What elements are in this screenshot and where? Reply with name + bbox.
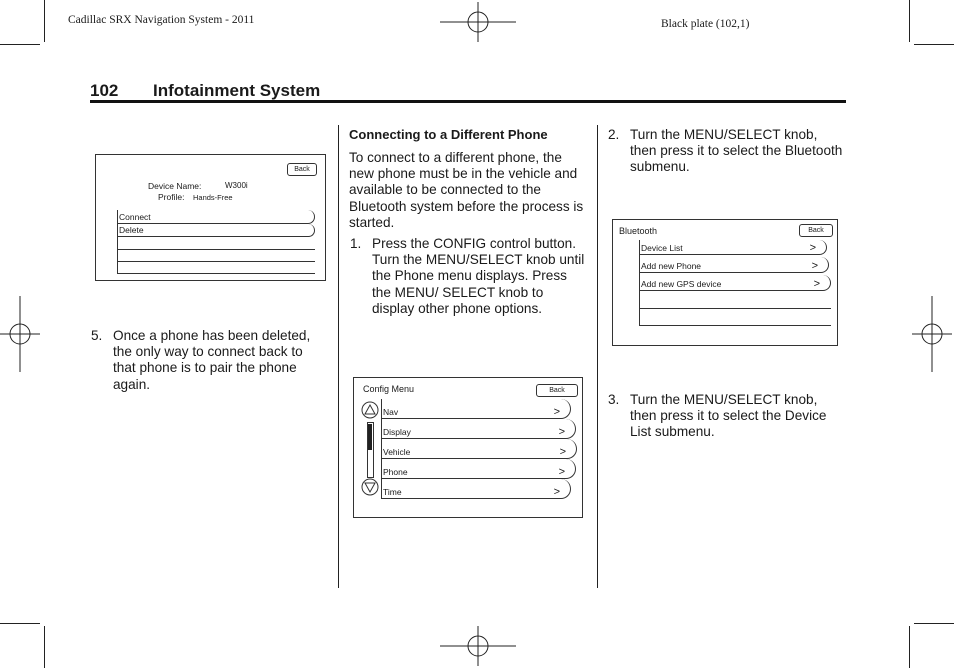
empty-menu-row <box>639 308 831 326</box>
chevron-right-icon: > <box>811 260 818 272</box>
device-name-label: Device Name: <box>148 181 202 191</box>
crop-mark <box>914 44 954 45</box>
crop-mark <box>44 626 45 668</box>
back-button[interactable]: Back <box>536 384 578 397</box>
menu-item-label: Add new GPS device <box>641 279 722 289</box>
connect-label: Connect <box>119 212 151 222</box>
registration-mark-left <box>0 296 40 372</box>
registration-mark-right <box>912 296 952 372</box>
phone-menu-item[interactable] <box>381 459 576 479</box>
display-menu-item[interactable] <box>381 419 576 439</box>
menu-item-label: Add new Phone <box>641 261 702 271</box>
section-title: Infotainment System <box>153 81 321 100</box>
back-button[interactable]: Back <box>799 224 833 237</box>
connect-menu-item[interactable] <box>117 210 315 224</box>
chevron-right-icon: > <box>558 466 565 478</box>
step-3 <box>608 392 848 444</box>
empty-menu-row <box>639 291 831 309</box>
header-rule <box>90 100 846 103</box>
chevron-right-icon: > <box>809 242 816 254</box>
step-number: 3. <box>608 392 620 407</box>
step-text: Press the CONFIG control button. Turn the MENU/SELECT knob until the Phone menu displays. Press the MENU/ SELECT knob to display other phone options. <box>372 236 585 316</box>
scroll-down-icon[interactable] <box>361 478 379 496</box>
chevron-right-icon: > <box>813 278 820 290</box>
crop-mark <box>914 623 954 624</box>
delete-menu-item[interactable] <box>117 224 315 237</box>
empty-menu-row <box>117 261 315 274</box>
scrollbar-thumb[interactable] <box>368 424 372 450</box>
page-number: 102 <box>90 81 119 100</box>
scroll-up-icon[interactable] <box>361 401 379 419</box>
step-number: 2. <box>608 127 620 142</box>
menu-item-label: Phone <box>383 467 408 477</box>
column-divider <box>338 125 339 588</box>
add-new-phone-menu-item[interactable] <box>639 257 829 273</box>
back-button[interactable]: Back <box>287 163 317 176</box>
bluetooth-screen-figure <box>612 219 838 346</box>
section-heading: Connecting to a Different Phone <box>349 127 548 142</box>
step-text: Turn the MENU/SELECT knob, then press it to select the Bluetooth submenu. <box>630 127 843 175</box>
registration-mark-bottom <box>440 626 516 666</box>
menu-item-label: Time <box>383 487 402 497</box>
crop-mark <box>0 623 40 624</box>
column-divider <box>597 125 598 588</box>
device-name-value: W300i <box>225 181 248 190</box>
chevron-right-icon: > <box>559 446 566 458</box>
device-list-menu-item[interactable] <box>639 240 827 255</box>
menu-item-label: Display <box>383 427 411 437</box>
step-2 <box>608 127 848 179</box>
add-new-gps-device-menu-item[interactable] <box>639 275 831 291</box>
menu-left-edge <box>117 210 118 274</box>
profile-value: Hands-Free <box>193 193 233 202</box>
print-header-left: Cadillac SRX Navigation System - 2011 <box>68 14 255 26</box>
print-header-right: Black plate (102,1) <box>661 18 750 30</box>
chevron-right-icon: > <box>558 426 565 438</box>
screen-title: Bluetooth <box>619 226 658 236</box>
profile-label: Profile: <box>158 192 185 202</box>
step-number: 1. <box>350 236 362 251</box>
step-1 <box>350 236 586 336</box>
chevron-right-icon: > <box>553 406 560 418</box>
step-number: 5. <box>91 328 103 343</box>
step-text: Once a phone has been deleted, the only way to connect back to that phone is to pair the phone again. <box>113 328 311 392</box>
step-5 <box>91 328 331 398</box>
crop-mark <box>44 0 45 42</box>
device-screen-figure <box>95 154 326 281</box>
delete-label: Delete <box>119 225 144 235</box>
menu-item-label: Device List <box>641 243 683 253</box>
registration-mark-top <box>440 2 516 42</box>
menu-item-label: Nav <box>383 407 399 417</box>
nav-menu-item[interactable] <box>381 399 571 419</box>
menu-left-edge <box>381 399 382 499</box>
crop-mark <box>0 44 40 45</box>
chevron-right-icon: > <box>553 486 560 498</box>
crop-mark <box>909 626 910 668</box>
step-text: Turn the MENU/SELECT knob, then press it to select the Device List submenu. <box>630 392 827 440</box>
vehicle-menu-item[interactable] <box>381 439 577 459</box>
menu-left-edge <box>639 240 640 326</box>
config-menu-screen-figure <box>353 377 583 518</box>
intro-paragraph: To connect to a different phone, the new phone must be in the vehicle and available to be connected to the Bluetooth system before the process is started. <box>349 150 584 230</box>
crop-mark <box>909 0 910 42</box>
menu-item-label: Vehicle <box>383 447 411 457</box>
screen-title: Config Menu <box>363 384 415 394</box>
time-menu-item[interactable] <box>381 479 571 499</box>
